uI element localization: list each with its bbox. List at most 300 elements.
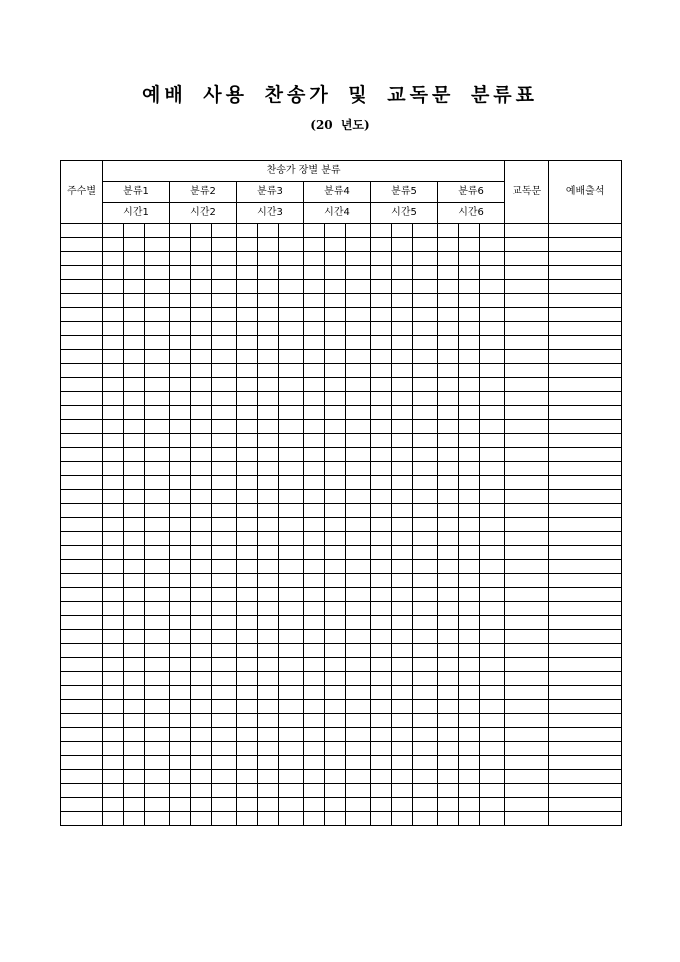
entry-cell[interactable]: [505, 280, 549, 294]
entry-cell[interactable]: [304, 812, 325, 826]
entry-cell[interactable]: [212, 546, 237, 560]
entry-cell[interactable]: [304, 504, 325, 518]
entry-cell[interactable]: [413, 238, 438, 252]
entry-cell[interactable]: [480, 420, 505, 434]
entry-cell[interactable]: [145, 294, 170, 308]
entry-cell[interactable]: [61, 392, 103, 406]
entry-cell[interactable]: [61, 644, 103, 658]
entry-cell[interactable]: [438, 266, 459, 280]
entry-cell[interactable]: [438, 378, 459, 392]
entry-cell[interactable]: [212, 574, 237, 588]
entry-cell[interactable]: [124, 602, 145, 616]
entry-cell[interactable]: [438, 504, 459, 518]
entry-cell[interactable]: [145, 588, 170, 602]
entry-cell[interactable]: [392, 588, 413, 602]
entry-cell[interactable]: [279, 322, 304, 336]
entry-cell[interactable]: [258, 364, 279, 378]
entry-cell[interactable]: [61, 602, 103, 616]
entry-cell[interactable]: [505, 238, 549, 252]
entry-cell[interactable]: [170, 308, 191, 322]
entry-cell[interactable]: [371, 504, 392, 518]
entry-cell[interactable]: [237, 532, 258, 546]
entry-cell[interactable]: [145, 714, 170, 728]
entry-cell[interactable]: [392, 336, 413, 350]
entry-cell[interactable]: [103, 714, 124, 728]
entry-cell[interactable]: [371, 462, 392, 476]
entry-cell[interactable]: [237, 518, 258, 532]
entry-cell[interactable]: [124, 658, 145, 672]
entry-cell[interactable]: [237, 392, 258, 406]
entry-cell[interactable]: [549, 462, 622, 476]
entry-cell[interactable]: [438, 602, 459, 616]
entry-cell[interactable]: [392, 700, 413, 714]
entry-cell[interactable]: [413, 294, 438, 308]
entry-cell[interactable]: [304, 714, 325, 728]
entry-cell[interactable]: [304, 308, 325, 322]
entry-cell[interactable]: [124, 266, 145, 280]
entry-cell[interactable]: [103, 574, 124, 588]
entry-cell[interactable]: [480, 644, 505, 658]
entry-cell[interactable]: [103, 658, 124, 672]
entry-cell[interactable]: [145, 728, 170, 742]
entry-cell[interactable]: [459, 490, 480, 504]
entry-cell[interactable]: [438, 560, 459, 574]
entry-cell[interactable]: [237, 476, 258, 490]
entry-cell[interactable]: [459, 224, 480, 238]
entry-cell[interactable]: [304, 294, 325, 308]
entry-cell[interactable]: [392, 560, 413, 574]
entry-cell[interactable]: [438, 392, 459, 406]
entry-cell[interactable]: [124, 616, 145, 630]
entry-cell[interactable]: [237, 350, 258, 364]
entry-cell[interactable]: [480, 714, 505, 728]
entry-cell[interactable]: [346, 322, 371, 336]
entry-cell[interactable]: [459, 770, 480, 784]
entry-cell[interactable]: [505, 490, 549, 504]
entry-cell[interactable]: [325, 714, 346, 728]
entry-cell[interactable]: [549, 630, 622, 644]
entry-cell[interactable]: [371, 448, 392, 462]
entry-cell[interactable]: [549, 784, 622, 798]
entry-cell[interactable]: [505, 798, 549, 812]
entry-cell[interactable]: [212, 420, 237, 434]
entry-cell[interactable]: [170, 770, 191, 784]
entry-cell[interactable]: [371, 588, 392, 602]
entry-cell[interactable]: [413, 672, 438, 686]
entry-cell[interactable]: [212, 714, 237, 728]
entry-cell[interactable]: [413, 378, 438, 392]
entry-cell[interactable]: [124, 252, 145, 266]
entry-cell[interactable]: [505, 728, 549, 742]
entry-cell[interactable]: [304, 784, 325, 798]
entry-cell[interactable]: [237, 308, 258, 322]
entry-cell[interactable]: [549, 644, 622, 658]
entry-cell[interactable]: [304, 798, 325, 812]
entry-cell[interactable]: [325, 336, 346, 350]
entry-cell[interactable]: [438, 630, 459, 644]
entry-cell[interactable]: [191, 448, 212, 462]
entry-cell[interactable]: [170, 392, 191, 406]
entry-cell[interactable]: [258, 392, 279, 406]
entry-cell[interactable]: [392, 406, 413, 420]
entry-cell[interactable]: [279, 294, 304, 308]
entry-cell[interactable]: [124, 322, 145, 336]
entry-cell[interactable]: [145, 672, 170, 686]
entry-cell[interactable]: [304, 392, 325, 406]
entry-cell[interactable]: [145, 434, 170, 448]
entry-cell[interactable]: [438, 336, 459, 350]
entry-cell[interactable]: [279, 714, 304, 728]
entry-cell[interactable]: [279, 476, 304, 490]
entry-cell[interactable]: [505, 462, 549, 476]
entry-cell[interactable]: [191, 784, 212, 798]
entry-cell[interactable]: [505, 266, 549, 280]
entry-cell[interactable]: [304, 252, 325, 266]
entry-cell[interactable]: [279, 686, 304, 700]
entry-cell[interactable]: [438, 350, 459, 364]
entry-cell[interactable]: [61, 546, 103, 560]
entry-cell[interactable]: [325, 700, 346, 714]
entry-cell[interactable]: [480, 518, 505, 532]
entry-cell[interactable]: [459, 588, 480, 602]
entry-cell[interactable]: [237, 224, 258, 238]
entry-cell[interactable]: [191, 378, 212, 392]
entry-cell[interactable]: [413, 392, 438, 406]
entry-cell[interactable]: [103, 420, 124, 434]
entry-cell[interactable]: [145, 504, 170, 518]
entry-cell[interactable]: [145, 392, 170, 406]
entry-cell[interactable]: [170, 784, 191, 798]
entry-cell[interactable]: [279, 728, 304, 742]
entry-cell[interactable]: [459, 686, 480, 700]
entry-cell[interactable]: [170, 350, 191, 364]
entry-cell[interactable]: [191, 518, 212, 532]
entry-cell[interactable]: [438, 686, 459, 700]
entry-cell[interactable]: [459, 574, 480, 588]
entry-cell[interactable]: [170, 574, 191, 588]
entry-cell[interactable]: [549, 476, 622, 490]
entry-cell[interactable]: [191, 672, 212, 686]
entry-cell[interactable]: [371, 742, 392, 756]
entry-cell[interactable]: [371, 672, 392, 686]
entry-cell[interactable]: [480, 490, 505, 504]
entry-cell[interactable]: [61, 714, 103, 728]
entry-cell[interactable]: [505, 602, 549, 616]
entry-cell[interactable]: [325, 644, 346, 658]
entry-cell[interactable]: [346, 518, 371, 532]
entry-cell[interactable]: [392, 490, 413, 504]
entry-cell[interactable]: [413, 462, 438, 476]
entry-cell[interactable]: [170, 294, 191, 308]
entry-cell[interactable]: [258, 588, 279, 602]
entry-cell[interactable]: [170, 798, 191, 812]
entry-cell[interactable]: [480, 812, 505, 826]
entry-cell[interactable]: [170, 546, 191, 560]
entry-cell[interactable]: [145, 784, 170, 798]
entry-cell[interactable]: [124, 812, 145, 826]
entry-cell[interactable]: [480, 224, 505, 238]
entry-cell[interactable]: [191, 434, 212, 448]
entry-cell[interactable]: [191, 490, 212, 504]
entry-cell[interactable]: [480, 252, 505, 266]
entry-cell[interactable]: [459, 784, 480, 798]
entry-cell[interactable]: [392, 630, 413, 644]
entry-cell[interactable]: [549, 714, 622, 728]
entry-cell[interactable]: [170, 560, 191, 574]
entry-cell[interactable]: [212, 756, 237, 770]
entry-cell[interactable]: [61, 504, 103, 518]
entry-cell[interactable]: [346, 252, 371, 266]
entry-cell[interactable]: [124, 700, 145, 714]
entry-cell[interactable]: [371, 392, 392, 406]
entry-cell[interactable]: [413, 756, 438, 770]
entry-cell[interactable]: [346, 336, 371, 350]
entry-cell[interactable]: [61, 812, 103, 826]
entry-cell[interactable]: [325, 434, 346, 448]
entry-cell[interactable]: [124, 672, 145, 686]
entry-cell[interactable]: [212, 630, 237, 644]
entry-cell[interactable]: [346, 686, 371, 700]
entry-cell[interactable]: [124, 574, 145, 588]
entry-cell[interactable]: [505, 322, 549, 336]
entry-cell[interactable]: [124, 462, 145, 476]
entry-cell[interactable]: [124, 504, 145, 518]
entry-cell[interactable]: [392, 546, 413, 560]
entry-cell[interactable]: [103, 546, 124, 560]
entry-cell[interactable]: [279, 462, 304, 476]
entry-cell[interactable]: [304, 476, 325, 490]
entry-cell[interactable]: [170, 630, 191, 644]
entry-cell[interactable]: [413, 266, 438, 280]
entry-cell[interactable]: [438, 616, 459, 630]
entry-cell[interactable]: [549, 224, 622, 238]
entry-cell[interactable]: [61, 770, 103, 784]
entry-cell[interactable]: [505, 308, 549, 322]
entry-cell[interactable]: [325, 378, 346, 392]
entry-cell[interactable]: [279, 546, 304, 560]
entry-cell[interactable]: [459, 672, 480, 686]
entry-cell[interactable]: [392, 252, 413, 266]
entry-cell[interactable]: [258, 728, 279, 742]
entry-cell[interactable]: [191, 560, 212, 574]
entry-cell[interactable]: [212, 518, 237, 532]
entry-cell[interactable]: [170, 476, 191, 490]
entry-cell[interactable]: [371, 812, 392, 826]
entry-cell[interactable]: [325, 602, 346, 616]
entry-cell[interactable]: [304, 700, 325, 714]
entry-cell[interactable]: [191, 406, 212, 420]
entry-cell[interactable]: [191, 756, 212, 770]
entry-cell[interactable]: [191, 238, 212, 252]
entry-cell[interactable]: [438, 812, 459, 826]
entry-cell[interactable]: [191, 322, 212, 336]
entry-cell[interactable]: [237, 700, 258, 714]
entry-cell[interactable]: [392, 770, 413, 784]
entry-cell[interactable]: [325, 574, 346, 588]
entry-cell[interactable]: [279, 406, 304, 420]
entry-cell[interactable]: [371, 728, 392, 742]
entry-cell[interactable]: [124, 770, 145, 784]
entry-cell[interactable]: [392, 742, 413, 756]
entry-cell[interactable]: [480, 392, 505, 406]
entry-cell[interactable]: [480, 658, 505, 672]
entry-cell[interactable]: [459, 336, 480, 350]
entry-cell[interactable]: [549, 406, 622, 420]
entry-cell[interactable]: [61, 294, 103, 308]
entry-cell[interactable]: [145, 406, 170, 420]
entry-cell[interactable]: [549, 294, 622, 308]
entry-cell[interactable]: [237, 504, 258, 518]
entry-cell[interactable]: [392, 504, 413, 518]
entry-cell[interactable]: [212, 504, 237, 518]
entry-cell[interactable]: [459, 322, 480, 336]
entry-cell[interactable]: [170, 364, 191, 378]
entry-cell[interactable]: [61, 574, 103, 588]
entry-cell[interactable]: [145, 490, 170, 504]
entry-cell[interactable]: [459, 518, 480, 532]
entry-cell[interactable]: [145, 364, 170, 378]
entry-cell[interactable]: [304, 686, 325, 700]
entry-cell[interactable]: [237, 364, 258, 378]
entry-cell[interactable]: [170, 742, 191, 756]
entry-cell[interactable]: [61, 336, 103, 350]
entry-cell[interactable]: [258, 476, 279, 490]
entry-cell[interactable]: [459, 406, 480, 420]
entry-cell[interactable]: [61, 700, 103, 714]
entry-cell[interactable]: [438, 742, 459, 756]
entry-cell[interactable]: [124, 588, 145, 602]
entry-cell[interactable]: [413, 504, 438, 518]
entry-cell[interactable]: [438, 714, 459, 728]
entry-cell[interactable]: [346, 532, 371, 546]
entry-cell[interactable]: [212, 812, 237, 826]
entry-cell[interactable]: [549, 420, 622, 434]
entry-cell[interactable]: [304, 322, 325, 336]
entry-cell[interactable]: [480, 756, 505, 770]
entry-cell[interactable]: [392, 280, 413, 294]
entry-cell[interactable]: [413, 644, 438, 658]
entry-cell[interactable]: [505, 504, 549, 518]
entry-cell[interactable]: [549, 504, 622, 518]
entry-cell[interactable]: [124, 714, 145, 728]
entry-cell[interactable]: [413, 308, 438, 322]
entry-cell[interactable]: [279, 308, 304, 322]
entry-cell[interactable]: [480, 448, 505, 462]
entry-cell[interactable]: [459, 616, 480, 630]
entry-cell[interactable]: [145, 532, 170, 546]
entry-cell[interactable]: [480, 630, 505, 644]
entry-cell[interactable]: [392, 224, 413, 238]
entry-cell[interactable]: [438, 280, 459, 294]
entry-cell[interactable]: [145, 616, 170, 630]
entry-cell[interactable]: [325, 392, 346, 406]
entry-cell[interactable]: [392, 574, 413, 588]
entry-cell[interactable]: [304, 560, 325, 574]
entry-cell[interactable]: [212, 560, 237, 574]
entry-cell[interactable]: [103, 336, 124, 350]
entry-cell[interactable]: [304, 406, 325, 420]
entry-cell[interactable]: [549, 588, 622, 602]
entry-cell[interactable]: [325, 742, 346, 756]
entry-cell[interactable]: [325, 266, 346, 280]
entry-cell[interactable]: [258, 602, 279, 616]
entry-cell[interactable]: [124, 798, 145, 812]
entry-cell[interactable]: [304, 588, 325, 602]
entry-cell[interactable]: [325, 672, 346, 686]
entry-cell[interactable]: [346, 616, 371, 630]
entry-cell[interactable]: [279, 392, 304, 406]
entry-cell[interactable]: [438, 238, 459, 252]
entry-cell[interactable]: [191, 532, 212, 546]
entry-cell[interactable]: [392, 658, 413, 672]
entry-cell[interactable]: [258, 812, 279, 826]
entry-cell[interactable]: [170, 756, 191, 770]
entry-cell[interactable]: [258, 560, 279, 574]
entry-cell[interactable]: [145, 350, 170, 364]
entry-cell[interactable]: [346, 308, 371, 322]
entry-cell[interactable]: [237, 672, 258, 686]
entry-cell[interactable]: [103, 406, 124, 420]
entry-cell[interactable]: [549, 532, 622, 546]
entry-cell[interactable]: [103, 280, 124, 294]
entry-cell[interactable]: [346, 364, 371, 378]
entry-cell[interactable]: [325, 406, 346, 420]
entry-cell[interactable]: [170, 434, 191, 448]
entry-cell[interactable]: [279, 700, 304, 714]
entry-cell[interactable]: [304, 420, 325, 434]
entry-cell[interactable]: [413, 714, 438, 728]
entry-cell[interactable]: [279, 560, 304, 574]
entry-cell[interactable]: [413, 490, 438, 504]
entry-cell[interactable]: [459, 266, 480, 280]
entry-cell[interactable]: [346, 294, 371, 308]
entry-cell[interactable]: [103, 434, 124, 448]
entry-cell[interactable]: [191, 616, 212, 630]
entry-cell[interactable]: [549, 266, 622, 280]
entry-cell[interactable]: [438, 770, 459, 784]
entry-cell[interactable]: [480, 476, 505, 490]
entry-cell[interactable]: [325, 518, 346, 532]
entry-cell[interactable]: [549, 700, 622, 714]
entry-cell[interactable]: [549, 308, 622, 322]
entry-cell[interactable]: [459, 798, 480, 812]
entry-cell[interactable]: [505, 406, 549, 420]
entry-cell[interactable]: [549, 798, 622, 812]
entry-cell[interactable]: [438, 252, 459, 266]
entry-cell[interactable]: [191, 504, 212, 518]
entry-cell[interactable]: [480, 616, 505, 630]
entry-cell[interactable]: [459, 378, 480, 392]
entry-cell[interactable]: [480, 588, 505, 602]
entry-cell[interactable]: [170, 266, 191, 280]
entry-cell[interactable]: [212, 742, 237, 756]
entry-cell[interactable]: [505, 532, 549, 546]
entry-cell[interactable]: [459, 728, 480, 742]
entry-cell[interactable]: [237, 294, 258, 308]
entry-cell[interactable]: [505, 770, 549, 784]
entry-cell[interactable]: [103, 672, 124, 686]
entry-cell[interactable]: [413, 280, 438, 294]
entry-cell[interactable]: [325, 308, 346, 322]
entry-cell[interactable]: [237, 658, 258, 672]
entry-cell[interactable]: [505, 560, 549, 574]
entry-cell[interactable]: [170, 322, 191, 336]
entry-cell[interactable]: [325, 294, 346, 308]
entry-cell[interactable]: [371, 490, 392, 504]
entry-cell[interactable]: [371, 686, 392, 700]
entry-cell[interactable]: [237, 602, 258, 616]
entry-cell[interactable]: [413, 784, 438, 798]
